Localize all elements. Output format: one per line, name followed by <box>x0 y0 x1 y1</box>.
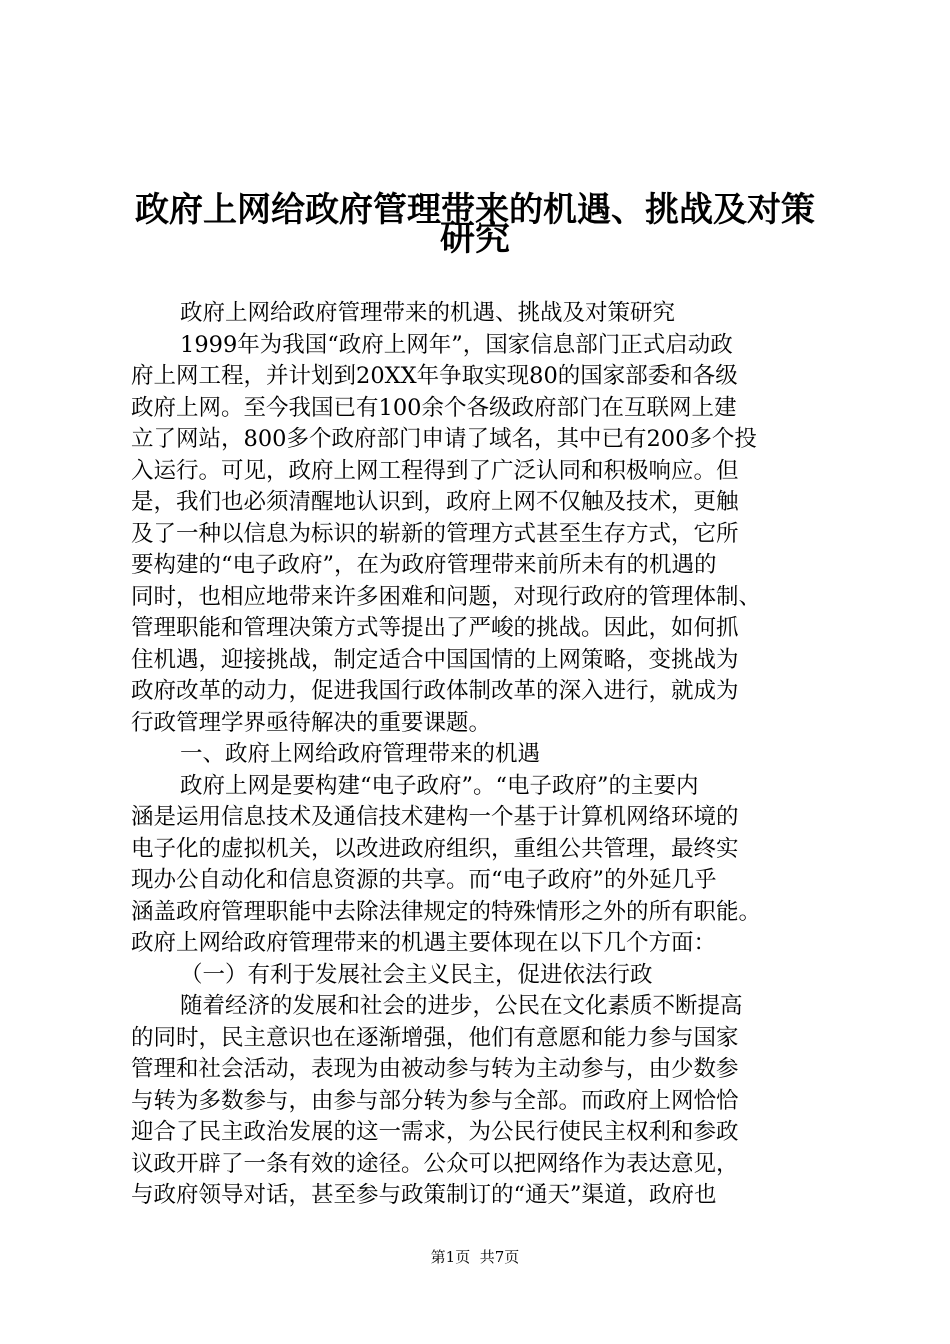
page-footer <box>0 1248 950 1266</box>
text-line: 政府上网给政府管理带来的机遇主要体现在以下几个方面： <box>131 930 717 956</box>
document-title-line-2: 研究 <box>439 218 510 259</box>
text-line: 行政管理学界亟待解决的重要课题。 <box>131 709 492 736</box>
text-line: 随着经济的发展和社会的进步，公民在文化素质不断提高 <box>180 993 743 1019</box>
document-title-line-1: 政府上网给政府管理带来的机遇、挑战及对策 <box>135 190 815 230</box>
text-line: 与政府领导对话，甚至参与政策制订的“通天”渠道，政府也 <box>131 1182 717 1208</box>
text-line: 管理职能和管理决策方式等提出了严峻的挑战。因此，如何抓 <box>131 615 739 641</box>
text-line: 涵是运用信息技术及通信技术建构一个基于计算机网络环境的 <box>131 804 739 830</box>
text-line: 政府改革的动力，促进我国行政体制改革的深入进行，就成为 <box>131 678 739 704</box>
text-line: （一）有利于发展社会主义民主，促进依法行政 <box>180 961 653 988</box>
text-line: 政府上网是要构建“电子政府”。“电子政府”的主要内 <box>180 772 699 799</box>
page-number: 第1页 <box>430 1248 471 1266</box>
text-line: 一、政府上网给政府管理带来的机遇 <box>180 741 541 767</box>
text-line: 住机遇，迎接挑战，制定适合中国国情的上网策略，变挑战为 <box>131 646 739 673</box>
text-line: 1999年为我国“政府上网年”，国家信息部门正式启动政 <box>180 331 733 358</box>
text-line: 要构建的“电子政府”，在为政府管理带来前所未有的机遇的 <box>131 552 717 578</box>
text-line: 及了一种以信息为标识的崭新的管理方式甚至生存方式，它所 <box>131 520 739 547</box>
text-line: 政府上网给政府管理带来的机遇、挑战及对策研究 <box>180 300 676 326</box>
text-line: 管理和社会活动，表现为由被动参与转为主动参与，由少数参 <box>131 1056 739 1082</box>
page-total: 共7页 <box>479 1248 520 1266</box>
text-line: 政府上网。至今我国已有100余个各级政府部门在互联网上建 <box>131 394 737 421</box>
text-line: 同时，也相应地带来许多困难和问题，对现行政府的管理体制、 <box>131 583 762 610</box>
text-line: 是，我们也必须清醒地认识到，政府上网不仅触及技术，更触 <box>131 489 739 515</box>
text-line: 的同时，民主意识也在逐渐增强，他们有意愿和能力参与国家 <box>131 1024 739 1051</box>
text-line: 电子化的虚拟机关，以改进政府组织，重组公共管理，最终实 <box>131 835 739 862</box>
text-line: 府上网工程，并计划到20XX年争取实现80的国家部委和各级 <box>131 363 738 389</box>
text-line: 入运行。可见，政府上网工程得到了广泛认同和积极响应。但 <box>131 457 739 484</box>
text-line: 议政开辟了一条有效的途径。公众可以把网络作为表达意见， <box>131 1150 739 1177</box>
text-line: 涵盖政府管理职能中去除法律规定的特殊情形之外的所有职能。 <box>131 898 762 925</box>
text-line: 与转为多数参与，由参与部分转为参与全部。而政府上网恰恰 <box>131 1087 739 1114</box>
text-line: 立了网站，800多个政府部门申请了域名，其中已有200多个投 <box>131 426 757 452</box>
document-body <box>131 298 831 1212</box>
text-line: 现办公自动化和信息资源的共享。而“电子政府”的外延几乎 <box>131 867 717 893</box>
text-line: 迎合了民主政治发展的这一需求，为公民行使民主权利和参政 <box>131 1119 739 1145</box>
